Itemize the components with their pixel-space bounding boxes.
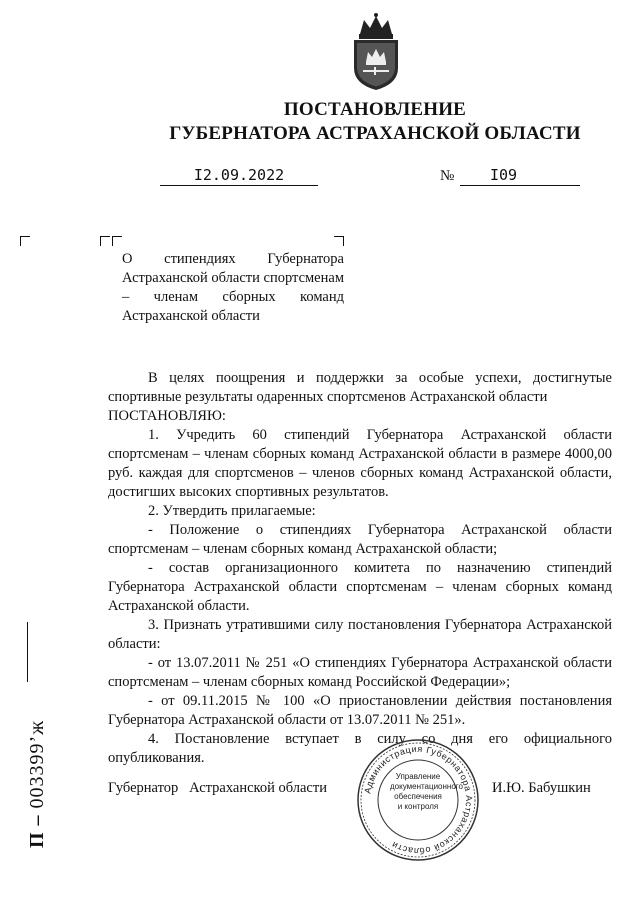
number-sign: № [440,168,455,184]
signature-position: Губернатор Астраханской области [108,780,327,796]
serial-suffix: ’ж [26,719,48,743]
body-paragraph-1: 1. Учредить 60 стипендий Губернатора Астраханской области спортсменам – членам сборных команд Астраханской области в размере 4000,00 руб. каждая для спортсменов – членов сборных команд Астраханской области, достигших высоких спортивных результатов. [108,427,612,500]
title-line-1: ПОСТАНОВЛЕНИЕ [283,99,467,120]
document-serial-number [26,720,49,848]
stamp-line-2: документационного [390,782,463,791]
stamp-line-1: Управление [395,772,441,781]
document-subject: О стипендиях Губернатора Астраханской области спортсменам – членам сборных команд Астраханской области [122,251,344,324]
corner-mark-left [20,236,30,246]
corner-mark-subject-left [100,236,110,246]
document-body [108,369,612,768]
stamp-line-4: и контроля [397,802,439,811]
title-line-2: ГУБЕРНАТОРА АСТРАХАНСКОЙ ОБЛАСТИ [169,123,581,144]
stamp-center-text [390,772,463,812]
document-title [150,98,600,146]
corner-mark-subject-left-2 [112,236,122,246]
side-divider [27,622,28,682]
document-number: I09 [460,166,580,186]
body-paragraph-2: 2. Утвердить прилагаемые: [148,503,316,519]
body-paragraph-4: 4. Постановление вступает в силу со дня его официального опубликования. [108,731,612,766]
body-paragraph-2b: - состав организационного комитета по назначению стипендий Губернатора Астраханской области спортсменам – членам сборных команд Астраханской области. [108,560,612,614]
document-date: I2.09.2022 [160,166,318,186]
body-paragraph-3: 3. Признать утратившими силу постановления Губернатора Астраханской области: [108,617,612,652]
body-paragraph-2a: - Положение о стипендиях Губернатора Астраханской области спортсменам – членам сборных команд Астраханской области; [108,522,612,557]
body-paragraph-3b: - от 09.11.2015 № 100 «О приостановлении действия постановления Губернатора Астраханской области от 13.07.2011 № 251». [108,693,612,728]
corner-mark-subject-right [334,236,344,246]
signature-name: И.Ю. Бабушкин [492,780,591,796]
body-paragraph-resolve: ПОСТАНОВЛЯЮ: [108,408,226,424]
coat-of-arms-icon [346,12,406,92]
stamp-ring-text: Администрация Губернатора Астраханской области [362,743,475,857]
serial-digits: 003399 [26,742,48,809]
body-paragraph-3a: - от 13.07.2011 № 251 «О стипендиях Губернатора Астраханской области спортсменам – членам сборных команд Российской Федерации»; [108,655,612,690]
stamp-line-3: обеспечения [394,792,442,801]
serial-prefix: П – [26,808,48,848]
body-paragraph-intro: В целях поощрения и поддержки за особые успехи, достигнутые спортивные результаты одаренных спортсменов Астраханской области [108,370,612,405]
